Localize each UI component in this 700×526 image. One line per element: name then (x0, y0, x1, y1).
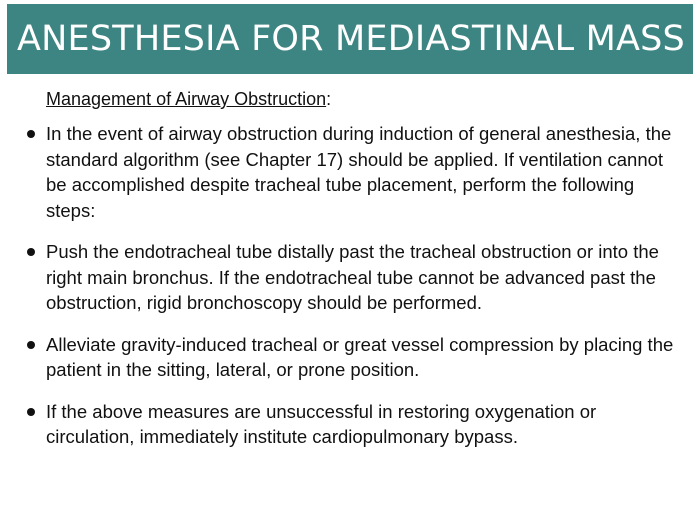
title-bar (7, 4, 693, 74)
bullet-list (24, 121, 684, 450)
bullet-dot-icon (27, 408, 35, 416)
bullet-text: In the event of airway obstruction during induction of general anesthesia, the standard algorithm (see Chapter 17) should be applied. If ventilation cannot be accomplished despite tracheal tube placement, perform the following steps: (46, 123, 672, 221)
slide-content (24, 86, 684, 466)
bullet-item (24, 332, 684, 383)
bullet-text: If the above measures are unsuccessful in restoring oxygenation or circulation, immediately institute cardiopulmonary bypass. (46, 400, 597, 447)
bullet-text: Push the endotracheal tube distally past the tracheal obstruction or into the right main bronchus. If the endotracheal tube cannot be advanced past the obstruction, rigid bronchoscopy should be performed. (46, 241, 659, 313)
bullet-item (24, 399, 684, 450)
bullet-text: Alleviate gravity-induced tracheal or great vessel compression by placing the patient in the sitting, lateral, or prone position. (46, 333, 674, 380)
slide-title: ANESTHESIA FOR MEDIASTINAL MASS (17, 18, 685, 59)
bullet-dot-icon (27, 130, 35, 138)
subheading-label: Management of Airway Obstruction (46, 89, 327, 109)
subheading-colon: : (326, 89, 332, 109)
bullet-dot-icon (27, 341, 35, 349)
bullet-item (24, 121, 684, 223)
section-subheading (46, 86, 684, 112)
bullet-item (24, 239, 684, 316)
bullet-dot-icon (27, 248, 35, 256)
